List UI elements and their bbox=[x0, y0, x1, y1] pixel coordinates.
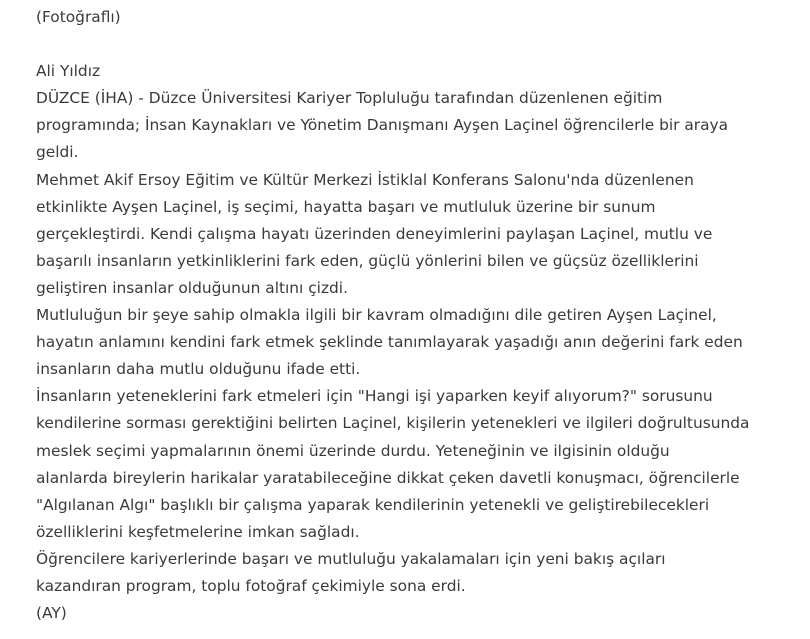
text-line: "Algılanan Algı" başlıklı bir çalışma yaparak kendilerinin yetenekli ve geliştirebilecekleri bbox=[36, 495, 710, 514]
text-line: insanların daha mutlu olduğunu ifade etti. bbox=[36, 360, 361, 379]
signoff: (AY) bbox=[36, 604, 67, 623]
paragraph-talents bbox=[36, 383, 796, 546]
text-line: meslek seçimi yapmalarının önemi üzerinde durdu. Yeteneğinin ve ilgisinin olduğu bbox=[36, 441, 670, 460]
text-line: geliştiren insanlar olduğunun altını çizdi. bbox=[36, 278, 348, 297]
text-line: programında; İnsan Kaynakları ve Yönetim Danışmanı Ayşen Laçinel öğrencilerle bir araya bbox=[36, 116, 729, 135]
text-line: etkinlikte Ayşen Laçinel, iş seçimi, hayatta başarı ve mutluluk üzerine bir sunum bbox=[36, 197, 656, 216]
text-line: DÜZCE (İHA) - Düzce Üniversitesi Kariyer Topluluğu tarafından düzenlenen eğitim bbox=[36, 89, 663, 108]
author-name: Ali Yıldız bbox=[36, 62, 101, 81]
text-line: Öğrencilere kariyerlerinde başarı ve mutluluğu yakalamaları için yeni bakış açıları bbox=[36, 549, 666, 568]
paragraph-event bbox=[36, 167, 796, 302]
text-line: hayatın anlamını kendini fark etmek şeklinde tanımlayarak yaşadığı anın değerini fark eden bbox=[36, 333, 743, 352]
text-line: gerçekleştirdi. Kendi çalışma hayatı üzerinden deneyimlerini paylaşan Laçinel, mutlu ve bbox=[36, 224, 713, 243]
text-line: kendilerine sorması gerektiğini belirten Laçinel, kişilerin yetenekleri ve ilgileri doğrultusunda bbox=[36, 414, 750, 433]
text-line: Mehmet Akif Ersoy Eğitim ve Kültür Merkezi İstiklal Konferans Salonu'nda düzenlenen bbox=[36, 170, 694, 189]
paragraph-happiness bbox=[36, 302, 796, 383]
text-line: Mutluluğun bir şeye sahip olmakla ilgili bir kavram olmadığını dile getiren Ayşen Laçinel, bbox=[36, 306, 717, 325]
text-line: özelliklerini keşfetmelerine imkan sağladı. bbox=[36, 522, 360, 541]
paragraph-closing bbox=[36, 546, 796, 600]
text-line: İnsanların yeteneklerini fark etmeleri için "Hangi işi yaparken keyif alıyorum?" sorusunu bbox=[36, 387, 713, 406]
text-line: başarılı insanların yetkinliklerini fark eden, güçlü yönlerini bilen ve güçsüz özelliklerini bbox=[36, 251, 699, 270]
blank-line bbox=[36, 31, 796, 58]
text-line: alanlarda bireylerin harikalar yaratabileceğine dikkat çeken davetli konuşmacı, öğrencilerle bbox=[36, 468, 740, 487]
text-line: kazandıran program, toplu fotoğraf çekimiyle sona erdi. bbox=[36, 576, 466, 595]
photo-note: (Fotoğraflı) bbox=[36, 8, 121, 26]
paragraph-intro bbox=[36, 85, 796, 166]
news-article bbox=[36, 4, 796, 627]
text-line: geldi. bbox=[36, 143, 79, 162]
